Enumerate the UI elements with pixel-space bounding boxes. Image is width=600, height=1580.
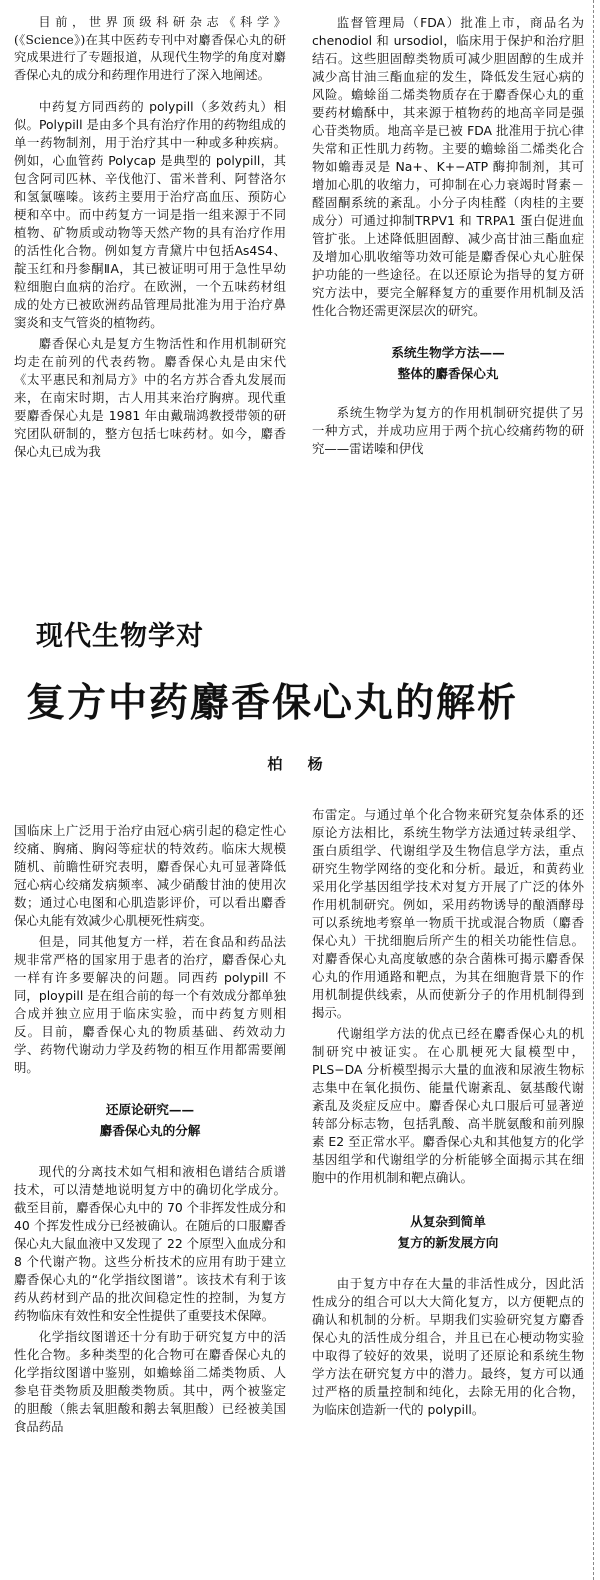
paragraph: 国临床上广泛用于治疗由冠心病引起的稳定性心绞痛、胸痛、胸闷等症状的特效药。临床大规模随机、前瞻性研究表明，麝香保心丸可显著降低冠心病心绞痛发病频率、减少硝酸甘油的使用次数；通过心电图和心肌造影评价，可以看出麝香保心丸能有效减少心肌梗死性病变。 [14,823,286,928]
paragraph: 麝香保心丸是复方生物活性和作用机制研究均走在前列的代表药物。麝香保心丸是由宋代《太平惠民和剂局方》中的名方苏合香丸发展而来，在南宋时期，古人用其来治疗胸痹。现代重要麝香保心丸是 1981 年由戴瑞鸿教授带领的研究团队研制的，整方包括七味药材。如今，麝香保心丸已成为我 [14,336,286,460]
paragraph: 由于复方中存在大量的非活性成分，因此活性成分的组合可以大大简化复方，以方便靶点的确认和机制的分析。早期我们实验研究复方麝香保心丸的活性成分组合，并且已在心梗动物实验中取得了较好的效果，说明了还原论和系统生物学方法在研究复方中的潜力。最终，复方可以通过严格的质量控制和纯化，去除无用的化合物，为临床创造新一代的 polypill。 [312,1276,584,1417]
author-name: 柏 杨 [267,755,333,773]
section-heading-line: 系统生物学方法—— [391,345,505,360]
section-heading-line: 复方的新发展方向 [397,1235,499,1250]
paragraph: 但是，同其他复方一样，若在食品和药品法规非常严格的国家用于患者的治疗，麝香保心丸一样有许多要解决的问题。同西药 polypill 不同，ploypill 是在组合前的每一个有效成分都单独合成并独立应用于临床实验，而中药复方则相反。目前，麝香保心丸的物质基础、药效动力学、药物代谢动力学及药物的相互作用都需要阐明。 [14,934,286,1075]
headline-line-2: 复方中药麝香保心丸的解析 [26,681,519,726]
top-left-column [14,14,286,464]
section-heading [312,342,584,384]
paragraph: 代谢组学方法的优点已经在麝香保心丸的机制研究中被证实。在心肌梗死大鼠模型中，PLS−DA 分析模型揭示大量的血液和尿液生物标志集中在氧化损伤、能量代谢紊乱、氨基酸代谢紊乱及炎症反应中。麝香保心丸口服后可显著逆转部分标志物，包括乳酸、高半胱氨酸和前列腺素 E2 至正常水平。麝香保心丸和其他复方的化学基因组学和代谢组学的分析能够全面揭示其在细胞中的作用机制和靶点确认。 [312,1026,584,1185]
paragraph: 监督管理局（FDA）批准上市，商品名为chenodiol 和 ursodiol，临床用于保护和治疗胆结石。这些胆固醇类物质可减少胆固醇的生成并减少高甘油三酯血症的发生，降低发生冠心病的风险。蟾蜍甾二烯类物质存在于麝香保心丸的重要药材蟾酥中，其来源于植物药的地高辛同是强心苷类物质。地高辛是已被 FDA 批准用于抗心律失常和正性肌力药物。主要的蟾蜍甾二烯类化合物如蟾毒灵是 Na+、K+−ATP 酶抑制剂，其可增加心肌的收缩力，可抑制在心力衰竭时肾素－醛固酮系统的紊乱。小分子肉桂醛（肉桂的主要成分）可通过抑制TRPV1 和 TRPA1 蛋白促进血管扩张。上述降低胆固醇、减少高甘油三酯血症及增加心肌收缩等功效可能是麝香保心丸心脏保护功能的一些途径。在以还原论为指导的复方研究方法中，要完全解释复方的重要作用机制及活性化合物还需更深层次的研究。 [312,15,584,318]
section-heading [312,1211,584,1253]
section-heading-line: 麝香保心丸的分解 [99,1123,201,1138]
bottom-right-column [312,806,584,1422]
paragraph: 化学指纹图谱还十分有助于研究复方中的活性化合物。多种类型的化合物可在麝香保心丸的化学指纹图谱中鉴别，如蟾蜍甾二烯类物质、人参皂苷类物质及胆酸类物质。其中，两个被鉴定的胆酸（熊去氧胆酸和鹅去氧胆酸）已经被美国食品药品 [14,1329,286,1434]
cut-line [593,0,594,1580]
section-heading-line: 整体的麝香保心丸 [397,366,499,381]
paragraph: 布雷定。与通过单个化合物来研究复杂体系的还原论方法相比，系统生物学方法通过转录组学、蛋白质组学、代谢组学及生物信息学方法，重点研究生物学网络的变化和分析。最近，和黄药业采用化学基因组学技术对复方开展了广泛的体外作用机制研究。例如，采用药物诱导的酿酒酵母可以系统地考察单一物质干扰或混合物质（麝香保心丸）干扰细胞后所产生的相关功能性信息。对麝香保心丸高度敏感的杂合菌株可揭示麝香保心丸的作用通路和靶点，为其在细胞背景下的作用机制提供线索，从而使新分子的作用机制得到揭示。 [312,807,584,1020]
paragraph: 系统生物学为复方的作用机制研究提供了另一种方式，并成功应用于两个抗心绞痛药物的研究——雷诺嗪和伊伐 [312,405,584,456]
paragraph: 现代的分离技术如气相和液相色谱结合质谱技术，可以清楚地说明复方中的确切化学成分。截至目前，麝香保心丸中的 70 个非挥发性成分和 40 个挥发性成分已经被确认。在随后的口服麝香保心丸大鼠血液中又发现了 22 个原型入血成分和 8 个代谢产物。这些分析技术的应用有助于建立麝香保心丸的“化学指纹图谱”。该技术有利于该药从药材到产品的批次间稳定性的控制，为复方药物临床有效性和安全性提供了重要技术保障。 [14,1164,286,1323]
headline-line-1: 现代生物学对 [36,621,204,652]
section-heading [14,1099,286,1141]
paragraph: 中药复方同西药的 polypill（多效药丸）相似。Polypill 是由多个具有治疗作用的药物组成的单一药物制剂，用于治疗其中一种或多种疾病。例如，心血管药 Polycap 是典型的 polypill，其包含阿司匹林、辛伐他汀、雷米普利、阿替洛尔和氢氯噻嗪。该药主要用于治疗高血压、预防心梗和卒中。而中药复方一词是指一组来源于不同植物、矿物质或动物等天然产物的具有治疗作用的活性化合物。例如复方青黛片中包括As4S4、靛玉红和丹参酮ⅡA，其已被证明可用于急性早幼粒细胞白血病的治疗。在欧洲，一个五味药材组成的处方已被欧洲药品管理局批准为用于治疗鼻窦炎和支气管炎的植物药。 [14,99,286,331]
bottom-left-column [14,822,286,1439]
intro-paragraph: 目前，世界顶级科研杂志《科学》(《Science》)在其中医药专刊中对麝香保心丸的研究成果进行了专题报道，从现代生物学的角度对麝香保心丸的成分和药理作用进行了深入地阐述。 [14,15,286,82]
top-right-column [312,14,584,461]
section-heading-line: 从复杂到简单 [410,1214,486,1229]
section-heading-line: 还原论研究—— [105,1102,195,1117]
